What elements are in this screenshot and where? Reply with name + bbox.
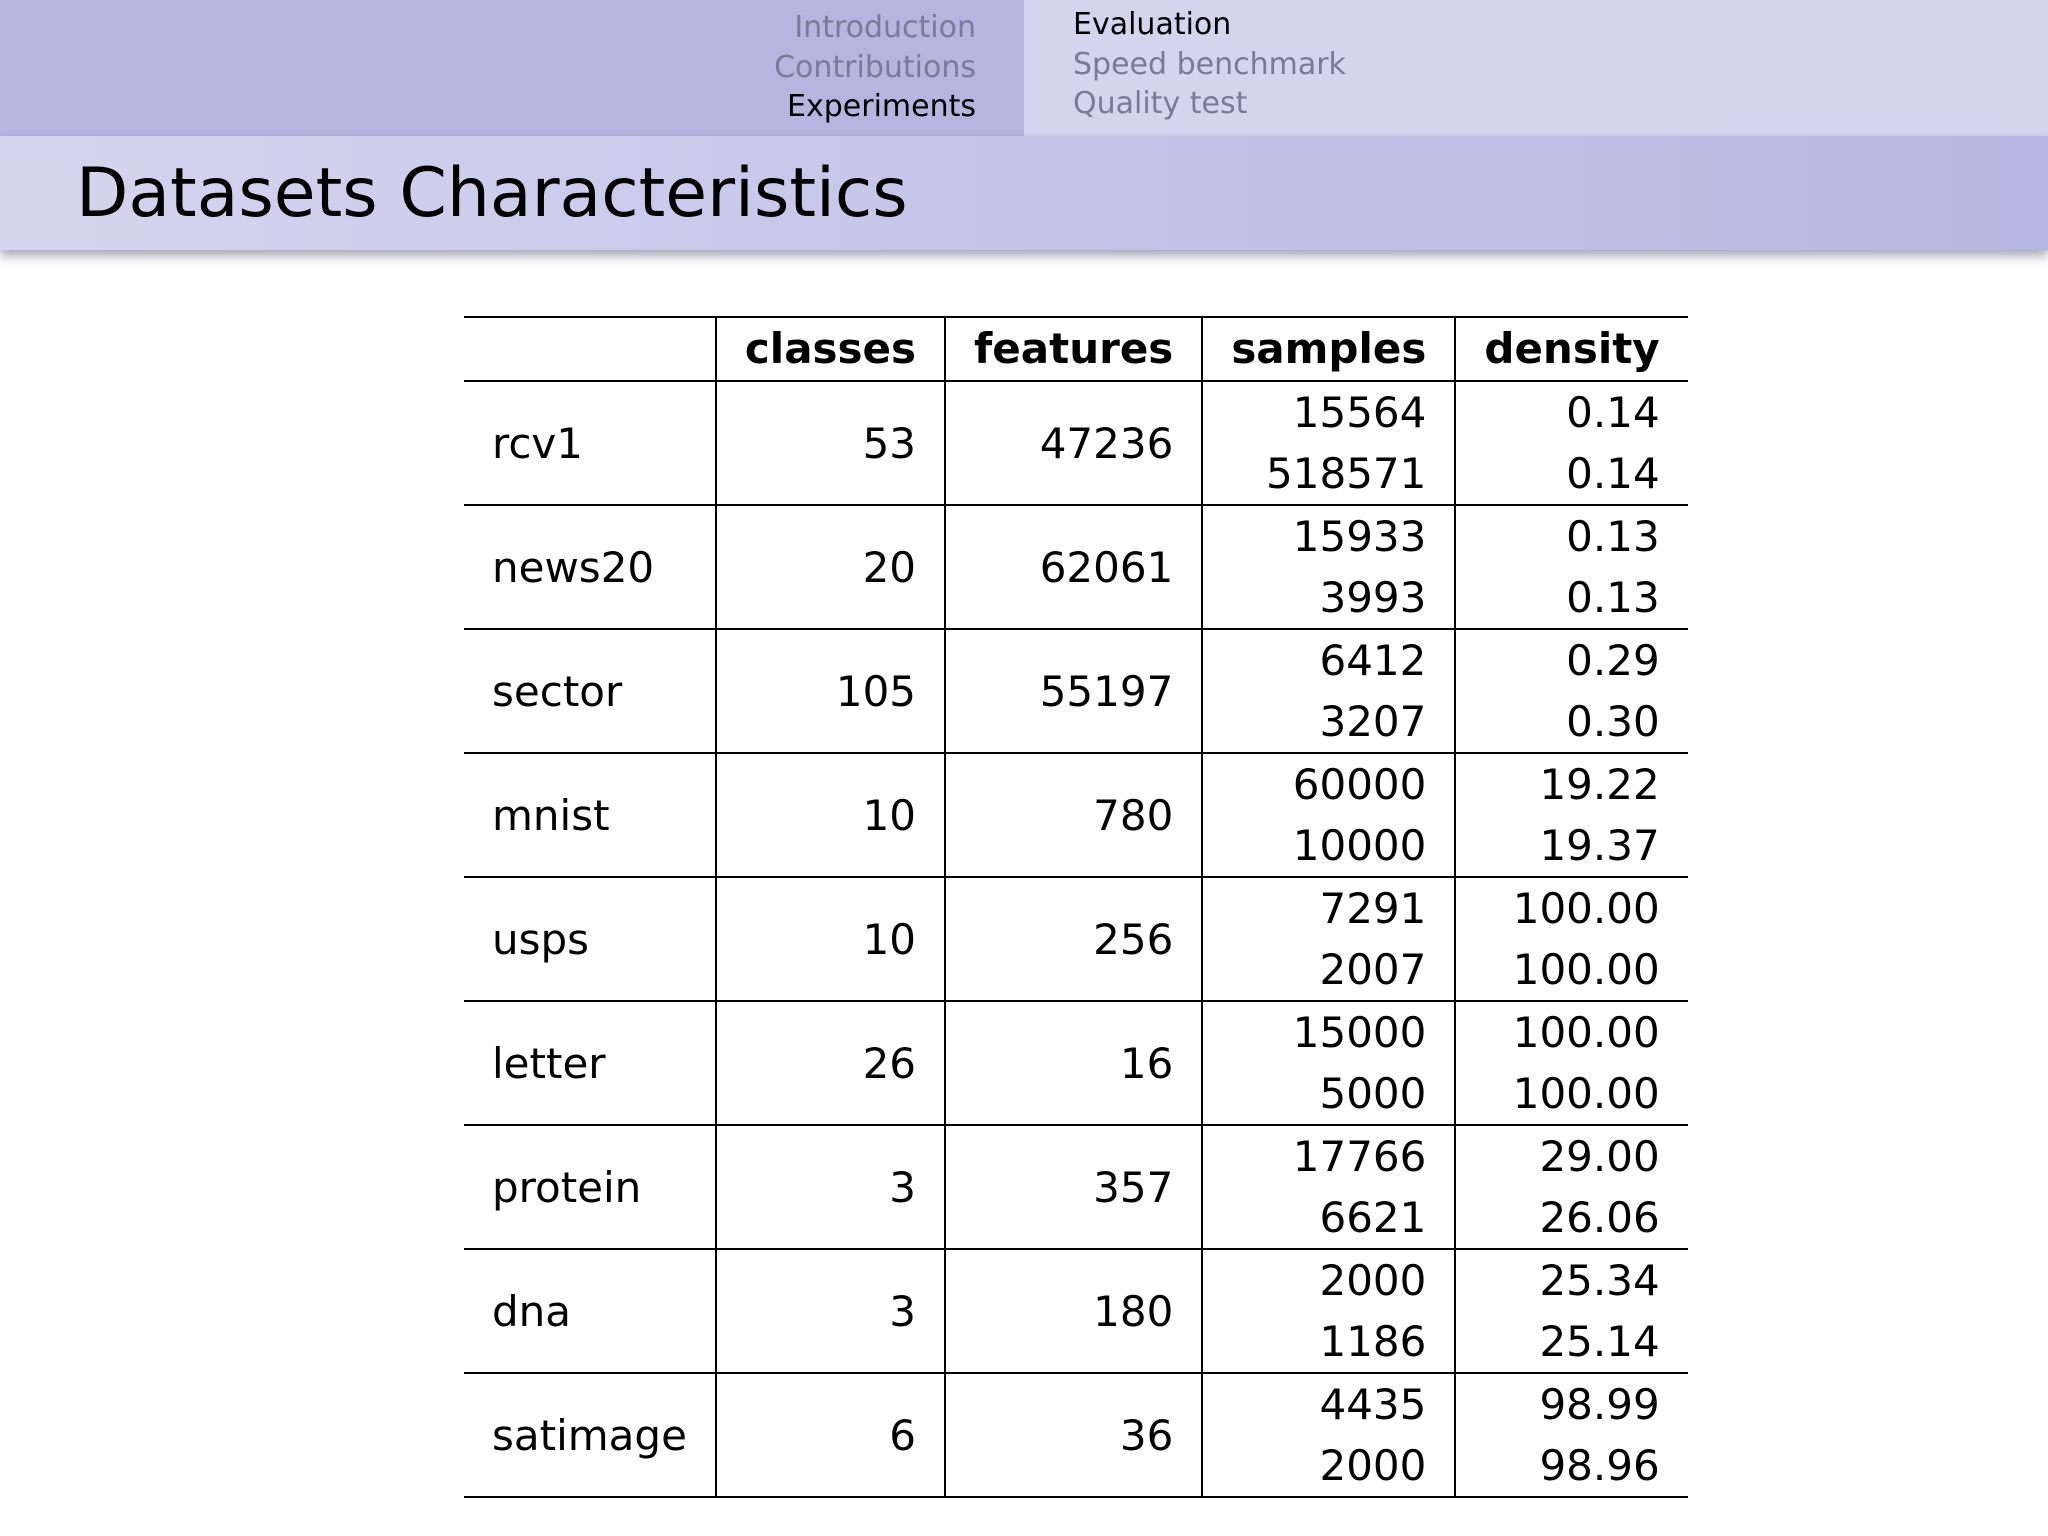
density-cell (1455, 753, 1687, 877)
header-features: features (945, 317, 1202, 381)
header-dataset (464, 317, 716, 381)
table-row (464, 505, 1688, 629)
density-train: 98.99 (1539, 1380, 1660, 1429)
frame-title: Datasets Characteristics (76, 154, 908, 233)
density-cell (1455, 1373, 1687, 1497)
navigation-bar (0, 0, 2048, 136)
table-header-row (464, 317, 1688, 381)
density-cell (1455, 381, 1687, 505)
features-cell: 357 (945, 1125, 1202, 1249)
frame-title-bar (0, 136, 2048, 250)
samples-train: 7291 (1319, 884, 1427, 933)
table-row (464, 877, 1688, 1001)
samples-test: 2007 (1319, 945, 1427, 994)
samples-test: 10000 (1292, 821, 1427, 870)
header-density: density (1455, 317, 1687, 381)
samples-cell (1202, 505, 1455, 629)
features-cell: 16 (945, 1001, 1202, 1125)
density-train: 19.22 (1539, 760, 1660, 809)
datasets-table (464, 316, 1688, 1498)
features-cell: 780 (945, 753, 1202, 877)
nav-subsection-evaluation[interactable]: Evaluation (1073, 7, 1232, 42)
samples-train: 4435 (1319, 1380, 1427, 1429)
datasets-table-container (464, 316, 1688, 1498)
table-header (464, 317, 1688, 381)
samples-cell (1202, 1249, 1455, 1373)
classes-cell: 26 (716, 1001, 945, 1125)
samples-train: 15000 (1292, 1008, 1427, 1057)
density-test: 98.96 (1539, 1441, 1660, 1490)
dataset-name: usps (492, 914, 590, 964)
density-cell (1455, 1001, 1687, 1125)
density-test: 0.30 (1566, 697, 1660, 746)
samples-cell (1202, 877, 1455, 1001)
header-classes: classes (716, 317, 945, 381)
density-cell (1455, 629, 1687, 753)
samples-train: 2000 (1319, 1256, 1427, 1305)
features-cell: 47236 (945, 381, 1202, 505)
samples-cell (1202, 1373, 1455, 1497)
classes-cell: 105 (716, 629, 945, 753)
density-cell (1455, 1125, 1687, 1249)
classes-cell: 53 (716, 381, 945, 505)
nav-subsection-speed-benchmark[interactable]: Speed benchmark (1073, 46, 1346, 82)
nav-subsection-quality-test[interactable]: Quality test (1073, 86, 1248, 121)
dataset-name: sector (492, 666, 623, 716)
density-test: 0.13 (1566, 573, 1660, 622)
density-train: 29.00 (1539, 1132, 1660, 1181)
dataset-name: dna (492, 1286, 572, 1336)
table-body (464, 381, 1688, 1497)
classes-cell: 20 (716, 505, 945, 629)
density-test: 0.14 (1566, 449, 1660, 498)
density-test: 100.00 (1512, 1069, 1660, 1118)
table-row (464, 1125, 1688, 1249)
features-cell: 62061 (945, 505, 1202, 629)
density-train: 100.00 (1512, 884, 1660, 933)
classes-cell: 10 (716, 753, 945, 877)
samples-test: 3993 (1319, 573, 1427, 622)
table-row (464, 1249, 1688, 1373)
samples-test: 518571 (1266, 449, 1427, 498)
density-train: 0.13 (1566, 512, 1660, 561)
density-train: 100.00 (1512, 1008, 1660, 1057)
samples-train: 60000 (1292, 760, 1427, 809)
density-test: 26.06 (1539, 1193, 1660, 1242)
table-row (464, 1373, 1688, 1497)
samples-cell (1202, 1001, 1455, 1125)
samples-cell (1202, 629, 1455, 753)
features-cell: 256 (945, 877, 1202, 1001)
density-train: 0.14 (1566, 388, 1660, 437)
features-cell: 36 (945, 1373, 1202, 1497)
samples-test: 6621 (1319, 1193, 1427, 1242)
dataset-name: rcv1 (492, 418, 584, 468)
table-row (464, 1001, 1688, 1125)
table-row (464, 753, 1688, 877)
density-cell (1455, 1249, 1687, 1373)
features-cell: 55197 (945, 629, 1202, 753)
density-train: 0.29 (1566, 636, 1660, 685)
features-cell: 180 (945, 1249, 1202, 1373)
samples-train: 17766 (1292, 1132, 1427, 1181)
subsection-navigation (1024, 0, 2048, 136)
samples-train: 6412 (1319, 636, 1427, 685)
classes-cell: 3 (716, 1125, 945, 1249)
samples-train: 15564 (1292, 388, 1427, 437)
dataset-name: letter (492, 1038, 606, 1088)
density-train: 25.34 (1539, 1256, 1660, 1305)
density-test: 25.14 (1539, 1317, 1660, 1366)
samples-cell (1202, 381, 1455, 505)
nav-section-introduction[interactable]: Introduction (794, 10, 976, 45)
nav-section-contributions[interactable]: Contributions (774, 49, 976, 85)
samples-cell (1202, 753, 1455, 877)
density-test: 19.37 (1539, 821, 1660, 870)
samples-test: 3207 (1319, 697, 1427, 746)
density-cell (1455, 505, 1687, 629)
density-cell (1455, 877, 1687, 1001)
dataset-name: mnist (492, 790, 610, 840)
classes-cell: 3 (716, 1249, 945, 1373)
samples-train: 15933 (1292, 512, 1427, 561)
nav-section-experiments[interactable]: Experiments (787, 89, 976, 124)
samples-test: 1186 (1319, 1317, 1427, 1366)
header-samples: samples (1202, 317, 1455, 381)
dataset-name: protein (492, 1162, 642, 1212)
table-row (464, 629, 1688, 753)
dataset-name: news20 (492, 542, 655, 592)
table-row (464, 381, 1688, 505)
dataset-name: satimage (492, 1410, 687, 1460)
density-test: 100.00 (1512, 945, 1660, 994)
classes-cell: 6 (716, 1373, 945, 1497)
section-navigation (0, 0, 1024, 136)
samples-cell (1202, 1125, 1455, 1249)
classes-cell: 10 (716, 877, 945, 1001)
samples-test: 5000 (1319, 1069, 1427, 1118)
samples-test: 2000 (1319, 1441, 1427, 1490)
